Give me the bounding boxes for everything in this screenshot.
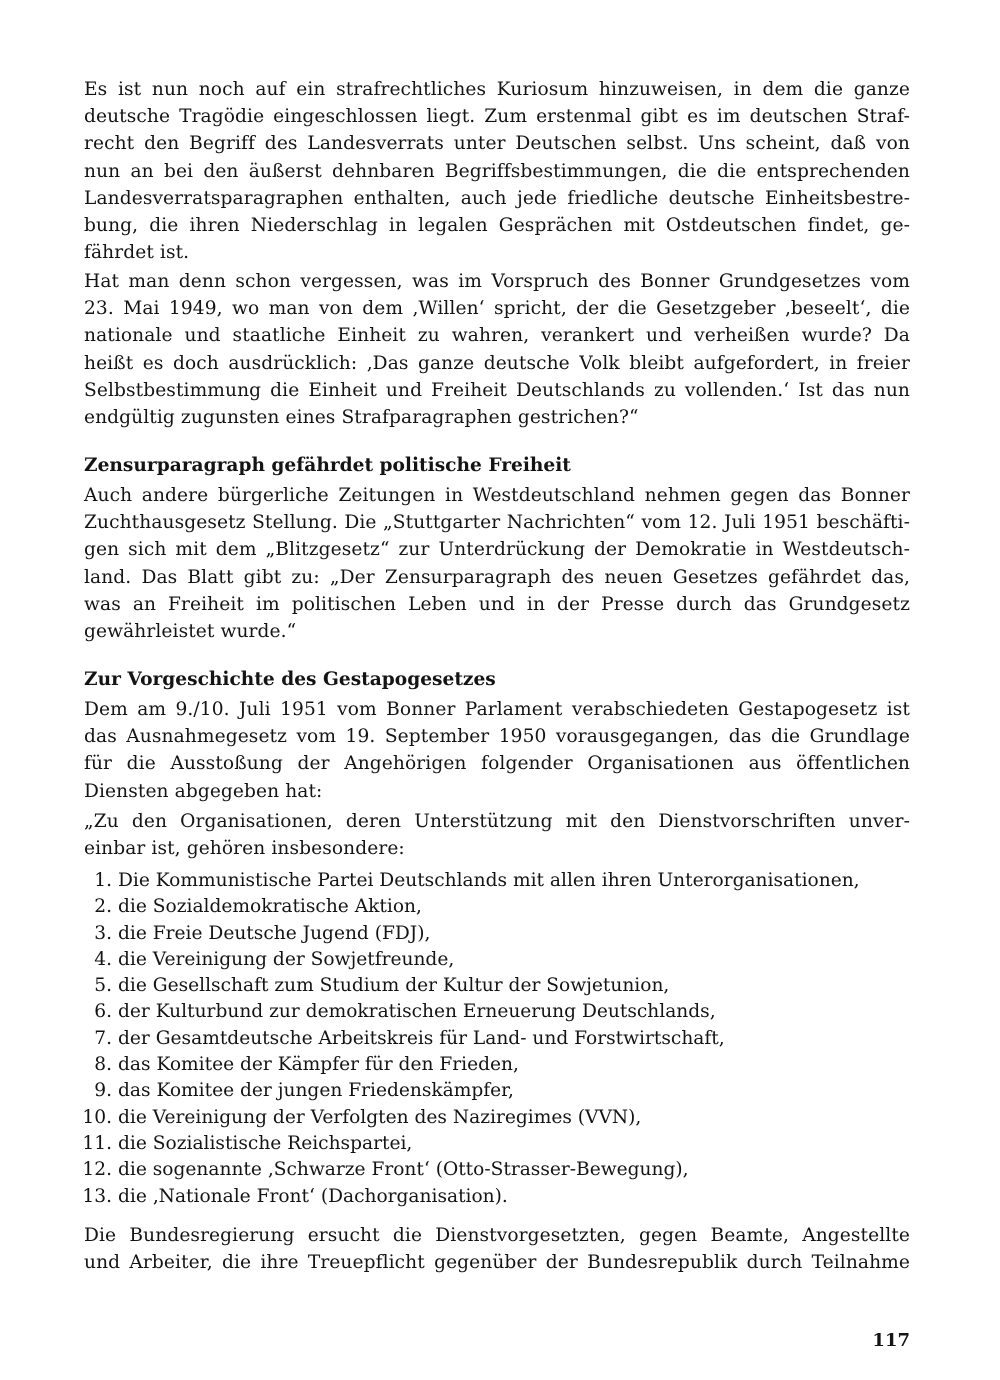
list-number: 2. bbox=[94, 896, 112, 918]
list-item bbox=[70, 1131, 920, 1157]
section-heading-zensur: Zensurparagraph gefährdet politische Freiheit bbox=[84, 455, 571, 476]
list-item bbox=[70, 1052, 920, 1078]
list-text: Die Kommunistische Partei Deutschlands mit allen ihren Unterorganisationen, bbox=[118, 870, 860, 891]
text-line: Hat man denn schon vergessen, was im Vorspruch des Bonner Grundgesetzes vom bbox=[84, 271, 910, 292]
text-line: endgültig zugunsten eines Strafparagraphen gestrichen?“ bbox=[84, 407, 639, 429]
list-text: die Vereinigung der Verfolgten des Naziregimes (VVN), bbox=[118, 1106, 642, 1128]
list-item bbox=[70, 1105, 920, 1131]
text-line: nationale und staatliche Einheit zu wahren, verankert und verheißen wurde? Da bbox=[84, 325, 910, 347]
text-line: gewährleistet wurde.“ bbox=[84, 621, 297, 643]
list-number: 9. bbox=[94, 1080, 112, 1102]
text-line: Die Bundesregierung ersucht die Dienstvorgesetzten, gegen Beamte, Angestellte bbox=[84, 1225, 910, 1246]
paragraph-kuriosum bbox=[84, 76, 910, 266]
paragraph-grundgesetz bbox=[84, 268, 910, 431]
list-text: die Vereinigung der Sowjetfreunde, bbox=[118, 948, 455, 970]
list-text: der Gesamtdeutsche Arbeitskreis für Land- und Forstwirtschaft, bbox=[118, 1027, 725, 1049]
text-line: Landesverratsparagraphen enthalten, auch jede friedliche deutsche Einheitsbestre- bbox=[84, 187, 910, 209]
text-line: fährdet ist. bbox=[84, 242, 190, 264]
text-line: 23. Mai 1949, wo man von dem ‚Willen‘ spricht, der die Gesetzgeber ‚beseelt‘, die bbox=[84, 298, 910, 320]
list-item bbox=[70, 894, 920, 920]
list-text: der Kulturbund zur demokratischen Erneuerung Deutschlands, bbox=[118, 1001, 716, 1023]
text-line: Auch andere bürgerliche Zeitungen in Westdeutschland nehmen gegen das Bonner bbox=[84, 485, 910, 506]
text-line: deutsche Tragödie eingeschlossen liegt. Zum erstenmal gibt es im deutschen Straf- bbox=[84, 106, 910, 128]
list-text: die Sozialistische Reichspartei, bbox=[118, 1132, 413, 1154]
list-number: 5. bbox=[94, 975, 112, 997]
section-heading-vorgeschichte: Zur Vorgeschichte des Gestapogesetzes bbox=[84, 669, 496, 690]
text-line: und Arbeiter, die ihre Treuepflicht gegenüber der Bundesrepublik durch Teilnahme bbox=[84, 1252, 910, 1274]
text-line: heißt es doch ausdrücklich: ‚Das ganze deutsche Volk bleibt aufgefordert, in freier bbox=[84, 352, 910, 374]
list-number: 3. bbox=[94, 922, 112, 944]
text-line: Es ist nun noch auf ein strafrechtliches Kuriosum hinzuweisen, in dem die ganze bbox=[84, 79, 910, 100]
text-line: gen sich mit dem „Blitzgesetz“ zur Unterdrückung der Demokratie in Westdeutsch- bbox=[84, 539, 910, 561]
list-item bbox=[70, 999, 920, 1025]
list-number: 8. bbox=[94, 1054, 112, 1076]
list-number: 6. bbox=[94, 1001, 112, 1023]
paragraph-bundesregierung bbox=[84, 1222, 910, 1276]
list-item bbox=[70, 1157, 920, 1183]
list-item bbox=[70, 1078, 920, 1104]
list-item bbox=[70, 1184, 920, 1210]
list-number: 10. bbox=[82, 1106, 112, 1128]
list-item bbox=[70, 921, 920, 947]
text-line: Dem am 9./10. Juli 1951 vom Bonner Parlament verabschiedeten Gestapogesetz ist bbox=[84, 699, 910, 720]
paragraph-quote-intro bbox=[84, 808, 910, 862]
list-text: die Gesellschaft zum Studium der Kultur der Sowjetunion, bbox=[118, 975, 670, 997]
list-item bbox=[70, 947, 920, 973]
organization-list bbox=[70, 868, 920, 1210]
list-number: 11. bbox=[82, 1132, 112, 1154]
text-line: für die Ausstoßung der Angehörigen folgender Organisationen aus öffentlichen bbox=[84, 753, 910, 775]
list-text: die sogenannte ‚Schwarze Front‘ (Otto-Strasser-Bewegung), bbox=[118, 1159, 689, 1181]
list-item bbox=[70, 868, 920, 894]
list-number: 1. bbox=[94, 870, 112, 891]
list-item bbox=[70, 1026, 920, 1052]
text-line: Zuchthausgesetz Stellung. Die „Stuttgarter Nachrichten“ vom 12. Juli 1951 beschäfti- bbox=[84, 512, 910, 534]
list-number: 4. bbox=[94, 948, 112, 970]
page-number: 117 bbox=[872, 1330, 910, 1351]
text-line: recht den Begriff des Landesverrats unter Deutschen selbst. Uns scheint, daß von bbox=[84, 133, 910, 155]
text-line: „Zu den Organisationen, deren Unterstützung mit den Dienstvorschriften unver- bbox=[84, 811, 910, 832]
text-line: nun an bei den äußerst dehnbaren Begriffsbestimmungen, die die entsprechenden bbox=[84, 160, 910, 182]
list-text: das Komitee der jungen Friedenskämpfer, bbox=[118, 1080, 514, 1102]
paragraph-zeitungen bbox=[84, 482, 910, 645]
list-text: die Sozialdemokratische Aktion, bbox=[118, 896, 422, 918]
text-line: land. Das Blatt gibt zu: „Der Zensurparagraph des neuen Gesetzes gefährdet das, bbox=[84, 566, 910, 588]
text-line: Diensten abgegeben hat: bbox=[84, 780, 323, 802]
list-number: 12. bbox=[82, 1159, 112, 1181]
list-text: das Komitee der Kämpfer für den Frieden, bbox=[118, 1054, 519, 1076]
text-line: Selbstbestimmung die Einheit und Freiheit Deutschlands zu vollenden.‘ Ist das nun bbox=[84, 379, 910, 401]
paragraph-ausnahmegesetz bbox=[84, 696, 910, 805]
text-line: bung, die ihren Niederschlag in legalen Gesprächen mit Ostdeutschen findet, ge- bbox=[84, 215, 910, 237]
text-line: einbar ist, gehören insbesondere: bbox=[84, 838, 405, 860]
list-item bbox=[70, 973, 920, 999]
list-number: 13. bbox=[82, 1185, 112, 1207]
text-line: das Ausnahmegesetz vom 19. September 1950 vorausgegangen, das die Grundlage bbox=[84, 726, 910, 748]
list-text: die Freie Deutsche Jugend (FDJ), bbox=[118, 922, 431, 944]
text-line: was an Freiheit im politischen Leben und in der Presse durch das Grundgesetz bbox=[84, 593, 910, 615]
list-number: 7. bbox=[94, 1027, 112, 1049]
list-text: die ‚Nationale Front‘ (Dachorganisation). bbox=[118, 1185, 508, 1207]
